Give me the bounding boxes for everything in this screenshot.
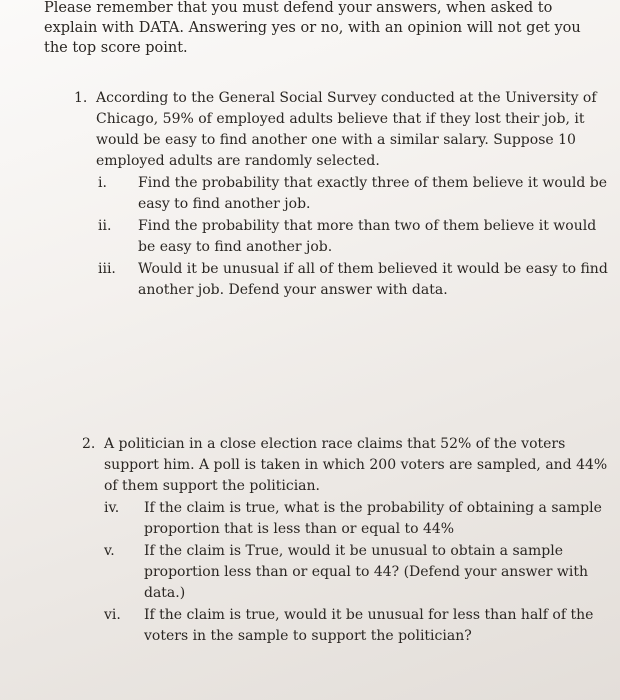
question-number: 1. — [74, 90, 88, 106]
question-2 — [82, 434, 612, 647]
sub-question-text: Find the probability that more than two of them believe it would be easy to find another job. — [138, 218, 597, 255]
sub-question-numeral: iii. — [98, 261, 116, 277]
question-number: 2. — [82, 436, 96, 452]
sub-question-text: If the claim is True, would it be unusual to obtain a sample proportion less than or equal to 44? (Defend your answer with data.) — [144, 543, 589, 601]
question-text: According to the General Social Survey conducted at the University of Chicago, 59% of employed adults believe that if they lost their job, it would be easy to find another one with a similar salary. Suppose 10 employed adults are randomly selected. — [96, 90, 597, 169]
sub-question-text: If the claim is true, would it be unusual for less than half of the voters in the sample to support the politician? — [144, 607, 594, 644]
sub-question-numeral: i. — [98, 175, 107, 191]
sub-question-text: If the claim is true, what is the probability of obtaining a sample proportion that is less than or equal to 44% — [144, 500, 602, 537]
sub-question-numeral: v. — [104, 543, 115, 559]
sub-question-i — [98, 173, 614, 215]
sub-question-vi — [104, 605, 612, 647]
sub-question-numeral: ii. — [98, 218, 112, 234]
question-1 — [74, 88, 614, 301]
sub-question-numeral: vi. — [104, 607, 121, 623]
sub-question-v — [104, 541, 612, 604]
sub-question-ii — [98, 216, 614, 258]
sub-question-iv — [104, 498, 612, 540]
sub-question-numeral: iv. — [104, 500, 120, 516]
sub-question-iii — [98, 259, 614, 301]
instructions-note: Please remember that you must defend your answers, when asked to explain with DATA. Answering yes or no, with an opinion will not get you the top score point. — [44, 0, 581, 56]
bleed-through-text — [70, 368, 540, 408]
sub-question-text: Would it be unusual if all of them believed it would be easy to find another job. Defend your answer with data. — [138, 261, 608, 298]
sub-question-text: Find the probability that exactly three of them believe it would be easy to find another job. — [138, 175, 607, 212]
question-text: A politician in a close election race claims that 52% of the voters support him. A poll is taken in which 200 voters are sampled, and 44% of them support the politician. — [104, 436, 608, 494]
